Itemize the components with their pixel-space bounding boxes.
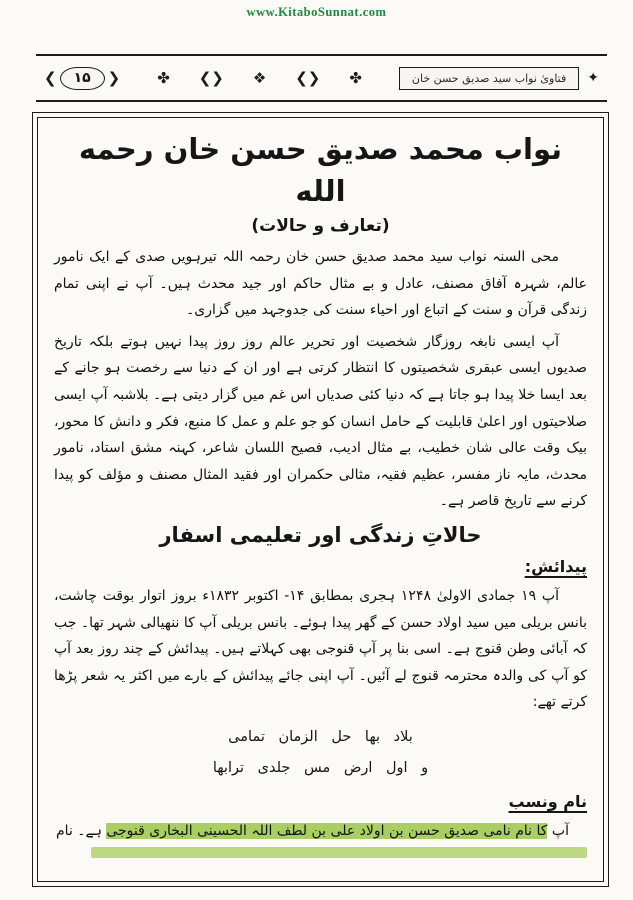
birth-paragraph: آپ ۱۹ جمادی الاولیٰ ۱۲۴۸ ہجری بمطابق ۱۴- اکتوبر ۱۸۳۲ء بروز اتوار بوقت چاشت، بانس بریلی میں سید اولاد حسن کے گھر پیدا ہوئے۔ بانس بریلی آپ کا ننھیالی شہر تھا۔ جب کہ آبائی وطن قنوج ہے۔ اسی بنا پر آپ قنوجی بھی کہلاتے ہیں۔ پیدائش کے چند روز بعد آپ کو آپ کی والدہ محترمہ قنوج لے آئیں۔ آپ اپنی جائے پیدائش کے بارے میں اکثر یہ شعر پڑھا کرتے تھے: [54,588,587,711]
poetry-line-1: بلاد بها حل الزمان تمامی [228,729,413,745]
genius-paragraph: آپ ایسی نابغہ روزگار شخصیت اور تحریر عالم روز روز پیدا نہیں ہوتے بلکہ تاریخ صدیوں ایسی عبقری شخصیتوں کا انتظار کرتی ہے اور ان کے دنیا سے رخصت ہو جانے کے بعد ایسا خلا پیدا ہو جاتا ہے کہ دنیا کئی صدیاں اس غم میں گزار دیتی ہے۔ بلاشبہ آپ ایسی صلاحیتوں اور اعلیٰ قابلیت کے حامل انسان کو جو علم و عمل کا منبع، فکر و دانش کا محور، بیک وقت عالی شان خطیب، بے مثال ادیب، فصیح اللسان شاعر، کہنہ مشق استاد، نامور محدث، مایہ ناز مفسر، عظیم فقیہ، مثالی حکمران اور فقید المثال مصنف و مؤلف کو پیدا کرنے سے تاریخ قاصر ہے۔ [54,333,587,510]
name-lineage-heading: نام ونسب [508,792,587,812]
poetry-couplet [54,722,587,784]
birth-heading: پیدائش: [524,557,587,577]
name-line-prefix: آپ [547,823,569,840]
intro-paragraph: محی السنہ نواب سید محمد صدیق حسن خان رحمہ اللہ تیرہویں صدی کے ایک نامور عالم، شہرہ آفاق مصنف، عادل و بے مثال حاکم اور جید محدث ہیں۔ آپ نے اپنی تمام زندگی قرآن و سنت کے اتباع اور احیاء سنت کی جدوجہد میں گزاری۔ [54,249,587,319]
poetry-line-2: و اول ارض مس جلدی ترابها [212,760,429,777]
article-subtitle: (تعارف و حالات) [251,216,390,237]
ornament-right-arrow-icon: ❯ [107,68,121,87]
ornament-left-arrow-icon: ❮ [44,68,57,87]
decorative-header-band [36,54,607,102]
website-url: www.KitaboSunnat.com [246,5,387,19]
book-title-box [399,67,579,90]
page-border-frame [32,112,609,887]
ornament-flower-icon: ✤ [157,69,170,87]
book-title: فتاویٰ نواب سید صدیق حسن خان [411,71,567,85]
article-title: نواب محمد صدیق حسن خان رحمه الله [78,132,563,209]
ornament-flower-icon: ✤ [349,69,362,87]
ornament-chevrons-icon: ❮❯ [295,69,321,87]
ornament-chevrons-icon: ❮❯ [198,69,224,87]
section-heading-life-education: حالاتِ زندگی اور تعلیمی اسفار [159,523,482,548]
name-line-highlighted: کا نام نامی صدیق حسن بن اولاد علی بن لطف اللہ الحسینی البخاری قنوجی [106,823,548,840]
ornament-diamond-icon: ❖ [252,69,267,87]
clipped-highlighted-line [91,847,587,858]
page-content [37,117,604,882]
name-line [54,818,587,845]
ornament-row [128,69,391,87]
page-number: ۱۵ [60,67,105,90]
page-number-cartouche [44,67,120,90]
ornament-star-icon: ✦ [587,70,599,86]
name-line-suffix: ہے۔ نام [56,823,107,840]
